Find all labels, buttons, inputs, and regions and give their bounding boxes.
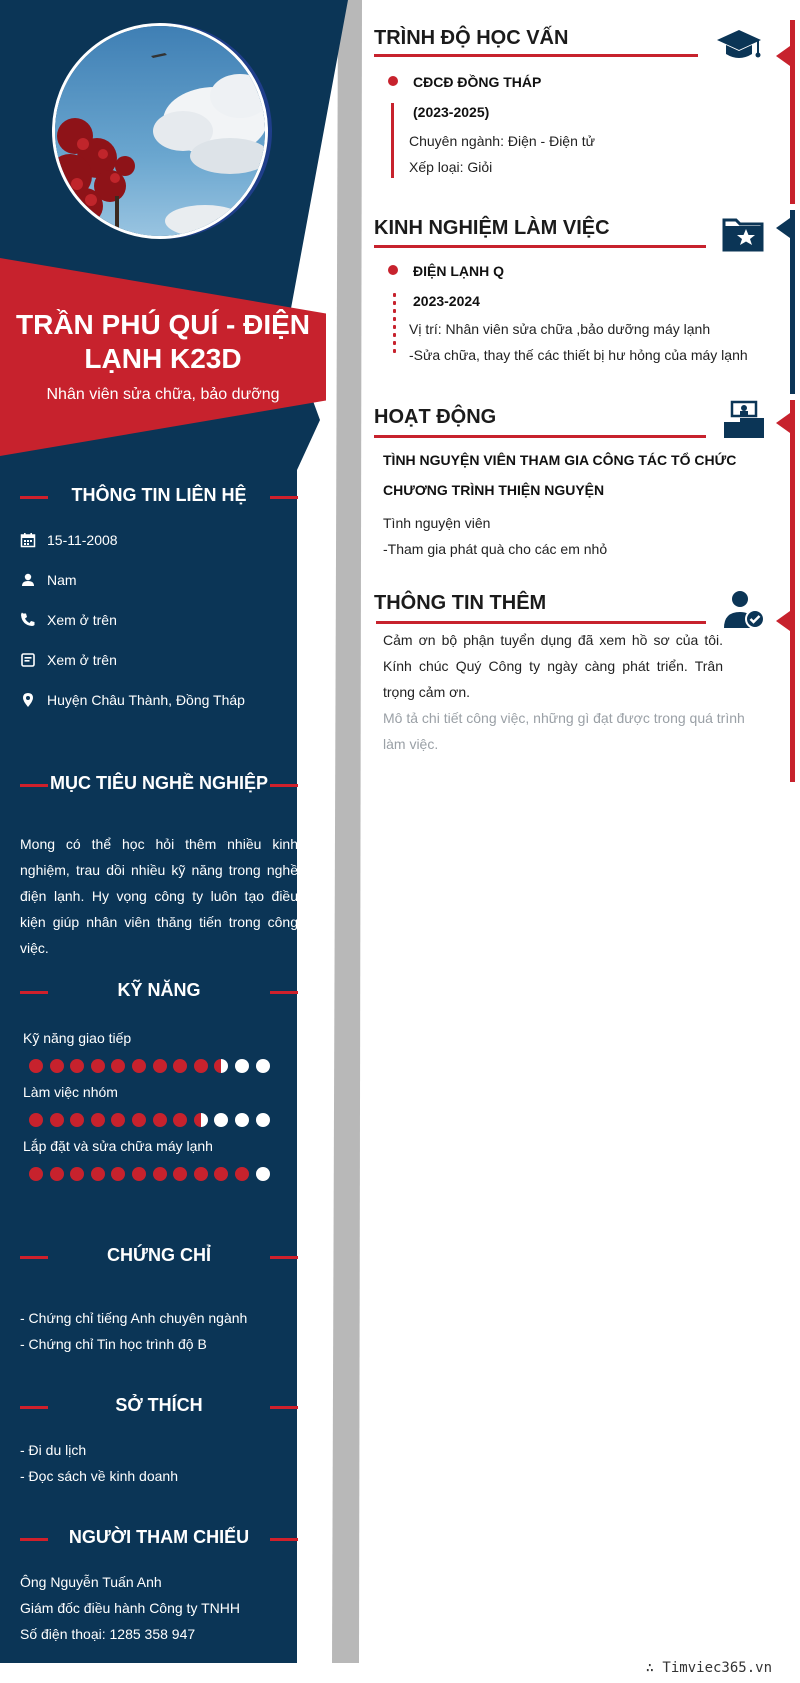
reference-name: Ông Nguyễn Tuấn Anh <box>20 1574 162 1590</box>
skill-dot <box>50 1167 64 1181</box>
section-accent-arrow <box>776 413 790 433</box>
skill-dot <box>50 1059 64 1073</box>
certificate-item: - Chứng chỉ tiếng Anh chuyên ngành <box>20 1310 248 1326</box>
additional-text: Cảm ơn bộ phận tuyển dụng đã xem hồ sơ của tôi. Kính chúc Quý Công ty ngày càng phát triển. Trân trọng cảm ơn. <box>383 632 723 700</box>
timeline-line <box>391 103 394 178</box>
skill-dot <box>91 1113 105 1127</box>
profile-photo <box>52 23 268 239</box>
person-icon <box>20 572 36 588</box>
education-major: Chuyên ngành: Điện - Điện tử <box>409 133 596 149</box>
experience-position: Vị trí: Nhân viên sửa chữa ,bảo dưỡng máy lạnh <box>409 321 711 337</box>
objective-heading: MỤC TIÊU NGHỀ NGHIỆP <box>20 770 298 800</box>
phone-icon <box>20 612 36 628</box>
section-accent-bar <box>790 210 795 394</box>
hobby-item: - Đọc sách về kinh doanh <box>20 1468 178 1484</box>
skill-name: Làm việc nhóm <box>23 1084 118 1100</box>
section-accent-arrow <box>776 46 790 66</box>
activity-title: TÌNH NGUYỆN VIÊN THAM GIA CÔNG TÁC TỔ CHỨC <box>383 452 737 468</box>
activity-title: CHƯƠNG TRÌNH THIỆN NGUYỆN <box>383 482 605 498</box>
hobby-item: - Đi du lịch <box>20 1442 87 1458</box>
reference-position: Giám đốc điều hành Công ty TNHH <box>20 1600 240 1616</box>
experience-heading: KINH NGHIỆM LÀM VIỆC <box>374 217 610 239</box>
skill-dot <box>50 1113 64 1127</box>
section-accent-bar <box>790 400 795 782</box>
certificate-item: - Chứng chỉ Tin học trình độ B <box>20 1336 207 1352</box>
skill-dot <box>29 1059 43 1073</box>
section-underline <box>374 54 698 57</box>
location-pin-icon <box>20 692 36 708</box>
skill-dot <box>153 1059 167 1073</box>
certificates-heading: CHỨNG CHỈ <box>20 1242 298 1272</box>
skill-dot <box>235 1167 249 1181</box>
verified-user-icon <box>720 590 768 630</box>
skill-dot <box>91 1167 105 1181</box>
email-icon <box>20 652 36 668</box>
timeline-bullet <box>388 265 398 275</box>
skill-dot <box>235 1059 249 1073</box>
candidate-name: TRẦN PHÚ QUÍ - ĐIỆN LẠNH K23D <box>16 309 310 374</box>
skill-dot <box>256 1167 270 1181</box>
timeline-bullet <box>388 76 398 86</box>
activity-role: Tình nguyện viên <box>383 515 491 531</box>
section-underline <box>376 621 706 624</box>
calendar-icon <box>20 532 36 548</box>
skill-dot <box>132 1167 146 1181</box>
skill-name: Kỹ năng giao tiếp <box>23 1030 132 1046</box>
skill-dot <box>91 1059 105 1073</box>
additional-hint: Mô tả chi tiết công việc, những gì đạt được trong quá trình làm việc. <box>383 710 745 752</box>
references-heading: NGƯỜI THAM CHIẾU <box>20 1524 298 1554</box>
experience-company: ĐIỆN LẠNH Q <box>413 263 504 279</box>
skill-dot <box>29 1113 43 1127</box>
skill-dot <box>153 1167 167 1181</box>
education-period: (2023-2025) <box>413 104 490 120</box>
skill-name: Lắp đặt và sửa chữa máy lạnh <box>23 1138 213 1154</box>
education-heading: TRÌNH ĐỘ HỌC VẤN <box>374 27 569 49</box>
timeline-dotted-line <box>393 293 396 357</box>
skill-dot <box>194 1167 208 1181</box>
section-underline <box>374 435 706 438</box>
skill-dot <box>194 1113 208 1127</box>
candidate-job-title: Nhân viên sửa chữa, bảo dưỡng <box>46 386 280 403</box>
section-underline <box>374 245 706 248</box>
hobbies-heading: SỞ THÍCH <box>20 1392 298 1422</box>
additional-heading: THÔNG TIN THÊM <box>374 592 547 614</box>
folder-star-icon <box>720 214 768 254</box>
skill-dot <box>153 1113 167 1127</box>
section-accent-arrow <box>776 611 790 631</box>
skill-dot <box>256 1113 270 1127</box>
reference-phone: Số điện thoại: 1285 358 947 <box>20 1626 196 1642</box>
activities-heading: HOẠT ĐỘNG <box>374 406 497 428</box>
skill-dot <box>256 1059 270 1073</box>
skill-dot <box>194 1059 208 1073</box>
education-school: CĐCĐ ĐỒNG THÁP <box>413 74 542 90</box>
graduation-cap-icon <box>715 26 763 66</box>
skills-heading: KỸ NĂNG <box>20 977 298 1007</box>
experience-period: 2023-2024 <box>413 293 480 309</box>
activity-description: -Tham gia phát quà cho các em nhỏ <box>383 541 608 557</box>
education-grade: Xếp loại: Giỏi <box>409 159 493 175</box>
skill-dot <box>235 1113 249 1127</box>
experience-duty: -Sửa chữa, thay thế các thiết bị hư hỏng của máy lạnh <box>409 347 748 363</box>
skill-dot <box>29 1167 43 1181</box>
skill-dot <box>132 1113 146 1127</box>
podium-icon <box>720 400 768 440</box>
section-accent-arrow <box>776 218 790 238</box>
objective-text: Mong có thể học hỏi thêm nhiều kinh nghiệm, trau dồi nhiều kỹ năng trong nghề điện lạnh. Hy vọng công ty luôn tạo điều kiện giúp nhân viên thăng tiến trong công việc. <box>20 836 298 956</box>
skill-dot <box>132 1059 146 1073</box>
contact-heading: THÔNG TIN LIÊN HỆ <box>20 482 298 512</box>
section-accent-bar <box>790 20 795 204</box>
footer-brand: ∴ Timviec365.vn <box>645 1660 772 1676</box>
